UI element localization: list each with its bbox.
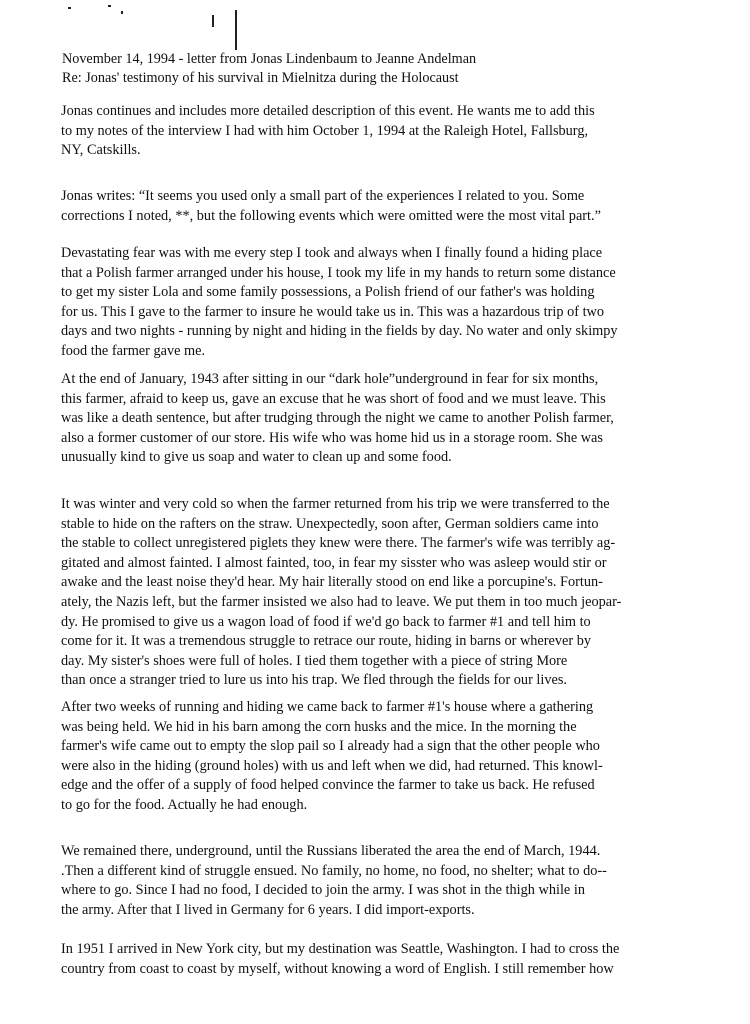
letter-header <box>62 50 722 88</box>
paragraph-liberation: We remained there, underground, until the Russians liberated the area the end of March, 1944. .Then a different kind of struggle ensued. No family, no home, no food, no shelter; what to do-- where to go. Since I had no food, I decided to join the army. I was shot in the thigh while in the army. After that I lived in Germany for 6 years. I did import-exports. <box>61 843 607 918</box>
paragraph-two-weeks: After two weeks of running and hiding we came back to farmer #1's house where a gathering was being held. We hid in his barn among the corn husks and the mice. In the morning the farmer's wife came out to empty the slop pail so I already had a sign that the other people who were also in the hiding (ground holes) with us and left when we did, had returned. This knowl- edge and the offer of a supply of food helped convince the farmer to take us back. He refused to go for the food. Actually he had enough. <box>61 699 603 813</box>
paragraph-1951: In 1951 I arrived in New York city, but my destination was Seattle, Washington. I had to cross the country from coast to coast by myself, without knowing a word of English. I still remember how <box>61 941 620 977</box>
paragraph-winter: It was winter and very cold so when the farmer returned from his trip we were transferred to the stable to hide on the rafters on the straw. Unexpectedly, soon after, German soldiers came into the stable to collect unregistered piglets they knew were there. The farmer's wife was terribly ag- gitated and almost fainted. I almost fainted, too, in fear my sisster who was asleep would stir or awake and the least noise they'd hear. My hair literally stood on end like a porcupine's. Fortun- ately, the Nazis left, but the farmer insisted we also had to leave. We put them in too much jeopar- dy. He promised to give us a wagon load of food if we'd go back to farmer #1 and tell him to come for it. It was a tremendous struggle to retrace our route, hiding in barns or wherever by day. My sister's shoes were full of holes. I tied them together with a piece of string More than once a stranger tried to lure us into his trap. We fled through the fields for our lives. <box>61 496 622 689</box>
scan-speck <box>121 11 123 14</box>
scan-speck <box>68 7 71 9</box>
header-title-line: November 14, 1994 - letter from Jonas Lindenbaum to Jeanne Andelman <box>62 51 477 67</box>
paragraph-fear: Devastating fear was with me every step I took and always when I finally found a hiding place that a Polish farmer arranged under his house, I took my life in my hands to return some distance to get my sister Lola and some family possessions, a Polish friend of our father's was holding for us. This I gave to the farmer to insure he would take us in. This was a hazardous trip of two days and two nights - running by night and hiding in the fields by day. No water and only skimpy food the farmer gave me. <box>61 245 618 359</box>
scan-tick <box>212 15 214 27</box>
header-subject-line: Re: Jonas' testimony of his survival in Mielnitza during the Holocaust <box>62 70 459 86</box>
paragraph-january-1943: At the end of January, 1943 after sitting in our “dark hole”underground in fear for six months, this farmer, afraid to keep us, gave an excuse that he was short of food and we must leave. This was like a death sentence, but after trudging through the night we came to another Polish farmer, also a former customer of our store. His wife who was home hid us in a storage room. She was unusually kind to give us soap and water to clean up and some food. <box>61 371 614 466</box>
paragraph-intro: Jonas continues and includes more detailed description of this event. He wants me to add this to my notes of the interview I had with him October 1, 1994 at the Raleigh Hotel, Fallsburg, NY, Catskills. <box>61 103 595 159</box>
scan-speck <box>108 5 111 7</box>
scan-tick <box>235 10 237 50</box>
paragraph-jonas-writes: Jonas writes: “It seems you used only a small part of the experiences I related to you. Some corrections I noted, **, but the following events which were omitted were the most vital part.” <box>61 188 601 224</box>
